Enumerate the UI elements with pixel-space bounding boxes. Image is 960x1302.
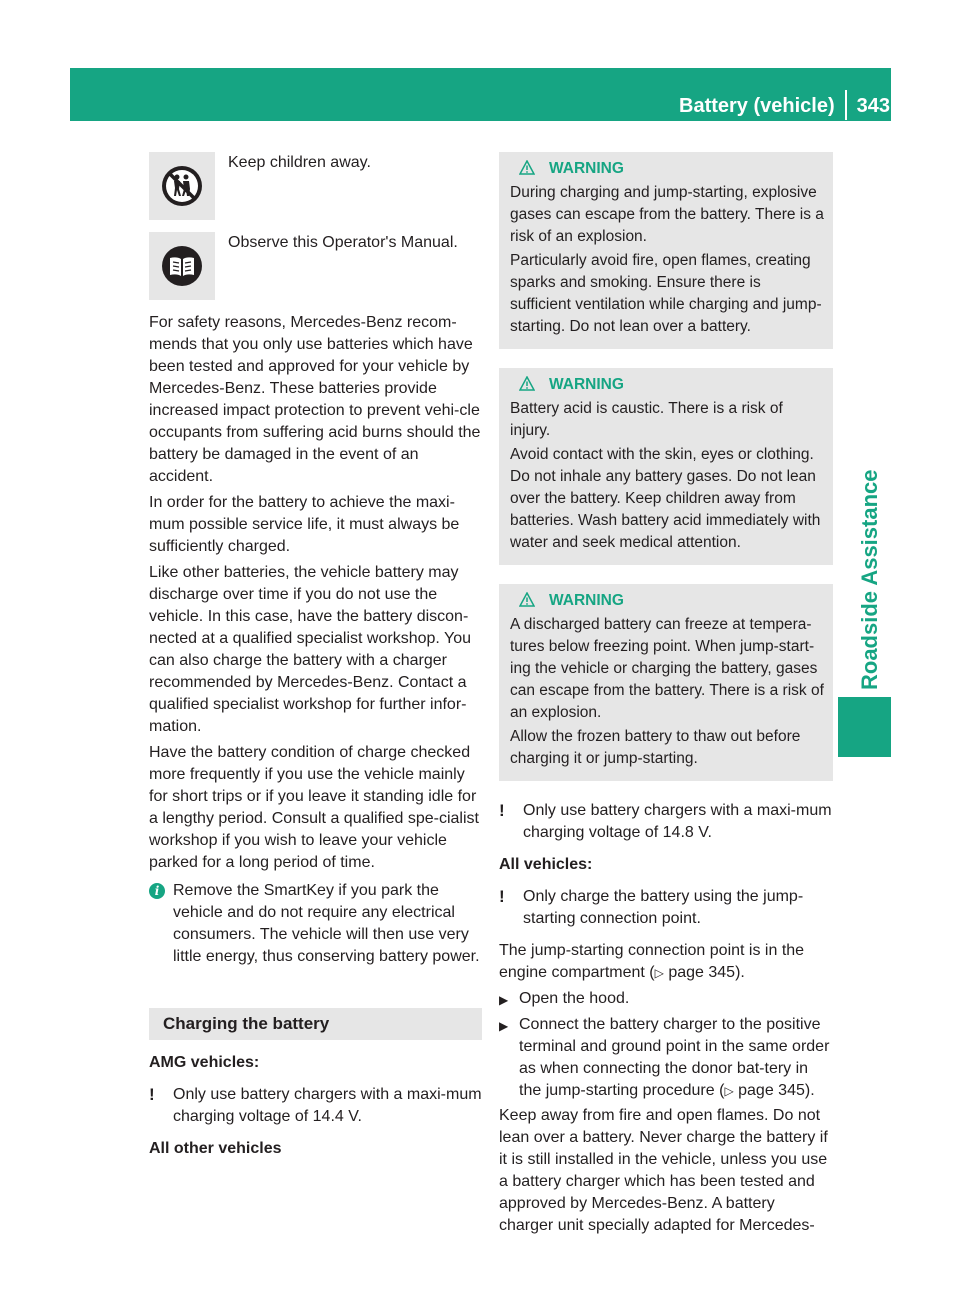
amg-label: AMG vehicles: <box>149 1054 260 1071</box>
operators-manual-icon <box>160 244 204 288</box>
symbol-row <box>149 232 482 300</box>
paragraph: In order for the battery to achieve the maxi-mum possible service life, it must always be sufficiently charged. <box>149 494 460 555</box>
warning-title-text: WARNING <box>549 160 624 177</box>
connection-text: The jump-starting connection point is in the engine compartment ( <box>499 942 805 981</box>
warning-paragraph: Allow the frozen battery to thaw out before charging it or jump-starting. <box>510 728 801 767</box>
step-text: Open the hood. <box>519 990 630 1007</box>
right-column <box>499 152 833 1241</box>
warning-title <box>510 158 824 180</box>
warning-paragraph: Battery acid is caustic. There is a risk of injury. <box>510 400 783 439</box>
caution-text: Only use battery chargers with a maxi-mum charging voltage of 14.4 V. <box>173 1086 482 1125</box>
warning-title-text: WARNING <box>549 592 624 609</box>
page-reference-link[interactable]: page 345). <box>668 964 745 981</box>
caution-text: Only charge the battery using the jump-starting connection point. <box>523 888 804 927</box>
warning-paragraph: A discharged battery can freeze at tempera-tures below freezing point. When jump-start-ing the vehicle or charging the battery, gases can escape from the battery. There is a risk of an explosion. <box>510 616 824 721</box>
info-note <box>149 880 482 968</box>
caution-text: Only use battery chargers with a maxi-mum charging voltage of 14.8 V. <box>523 802 832 841</box>
step-text: Connect the battery charger to the positive terminal and ground point in the same order as when connecting the donor bat-tery in the jump-starting procedure ( <box>519 1016 830 1099</box>
exclamation-icon: ! <box>499 887 505 906</box>
warning-triangle-icon <box>519 160 535 175</box>
warning-box <box>499 584 833 781</box>
paragraph: Keep away from fire and open flames. Do not lean over a battery. Never charge the battery if it is still installed in the vehicle, unless you use a battery charger which has been tested and approved by Mercedes-Benz. A battery charger unit specially adapted for Mercedes- <box>499 1107 828 1234</box>
caution-note <box>499 886 833 930</box>
step-item <box>499 1014 833 1102</box>
all-other-label: All other vehicles <box>149 1140 282 1157</box>
section-heading <box>149 1008 482 1040</box>
symbol-caption: Observe this Operator's Manual. <box>228 234 458 251</box>
section-title: Battery (vehicle) <box>679 95 835 117</box>
exclamation-icon: ! <box>149 1085 155 1104</box>
all-vehicles-label: All vehicles: <box>499 856 593 873</box>
warning-triangle-icon <box>519 376 535 391</box>
page-ref-arrow-icon: ▷ <box>724 1084 734 1098</box>
running-header <box>679 90 890 120</box>
paragraph: Have the battery condition of charge checked more frequently if you use the vehicle mainly for short trips or if you leave it standing idle for a lengthy period. Consult a qualified spe-cialist workshop if you wish to leave your vehicle parked for a long period of time. <box>149 744 479 871</box>
warning-paragraph: Particularly avoid fire, open flames, creating sparks and smoking. Ensure there is sufficient ventilation while charging and jump-starting. Do not lean over a battery. <box>510 252 822 335</box>
left-column <box>149 152 482 1170</box>
warning-triangle-icon <box>519 592 535 607</box>
page-reference-link[interactable]: page 345). <box>738 1082 815 1099</box>
step-arrow-icon: ▶ <box>499 1019 509 1033</box>
step-item <box>499 988 833 1011</box>
exclamation-icon: ! <box>499 801 505 820</box>
info-text: Remove the SmartKey if you park the vehicle and do not require any electrical consumers. The vehicle will then use very little energy, thus conserving battery power. <box>173 882 480 965</box>
page-number: 343 <box>856 95 890 117</box>
paragraph: For safety reasons, Mercedes-Benz recom-mends that you only use batteries which have been tested and approved for your vehicle by Mercedes-Benz. These batteries provide increased impact protection to prevent vehi-cle occupants from suffering acid burns should the battery be damaged in the event of an accident. <box>149 314 481 485</box>
symbol-row <box>149 152 482 220</box>
warning-box <box>499 368 833 565</box>
symbol-box <box>149 152 215 220</box>
page-ref-arrow-icon: ▷ <box>654 966 664 980</box>
warning-title-text: WARNING <box>549 376 624 393</box>
paragraph <box>499 940 833 984</box>
side-tab-label: Roadside Assistance <box>857 469 882 690</box>
warning-paragraph: During charging and jump-starting, explosive gases can escape from the battery. There is a risk of an explosion. <box>510 184 824 245</box>
symbol-caption: Keep children away. <box>228 154 371 171</box>
side-tab-marker <box>838 697 891 757</box>
symbol-box <box>149 232 215 300</box>
step-arrow-icon: ▶ <box>499 993 509 1007</box>
warning-title <box>510 590 824 612</box>
section-heading-text: Charging the battery <box>163 1014 330 1033</box>
caution-note <box>499 800 833 844</box>
caution-note <box>149 1084 482 1128</box>
warning-paragraph: Avoid contact with the skin, eyes or clothing. Do not inhale any battery gases. Do not lean over the battery. Keep children away from batteries. Wash battery acid immediately with water and seek medical attention. <box>510 446 821 551</box>
keep-children-away-icon <box>160 164 204 208</box>
header-separator <box>845 90 847 120</box>
info-icon: i <box>149 880 173 968</box>
paragraph: Like other batteries, the vehicle battery may discharge over time if you do not use the vehicle. In this case, have the battery discon-nected at a qualified specialist workshop. You can also charge the battery with a charger recommended by Mercedes-Benz. Contact a qualified specialist workshop for further infor-mation. <box>149 564 471 735</box>
step-text-wrap <box>519 1014 833 1102</box>
warning-box <box>499 152 833 349</box>
warning-title <box>510 374 824 396</box>
